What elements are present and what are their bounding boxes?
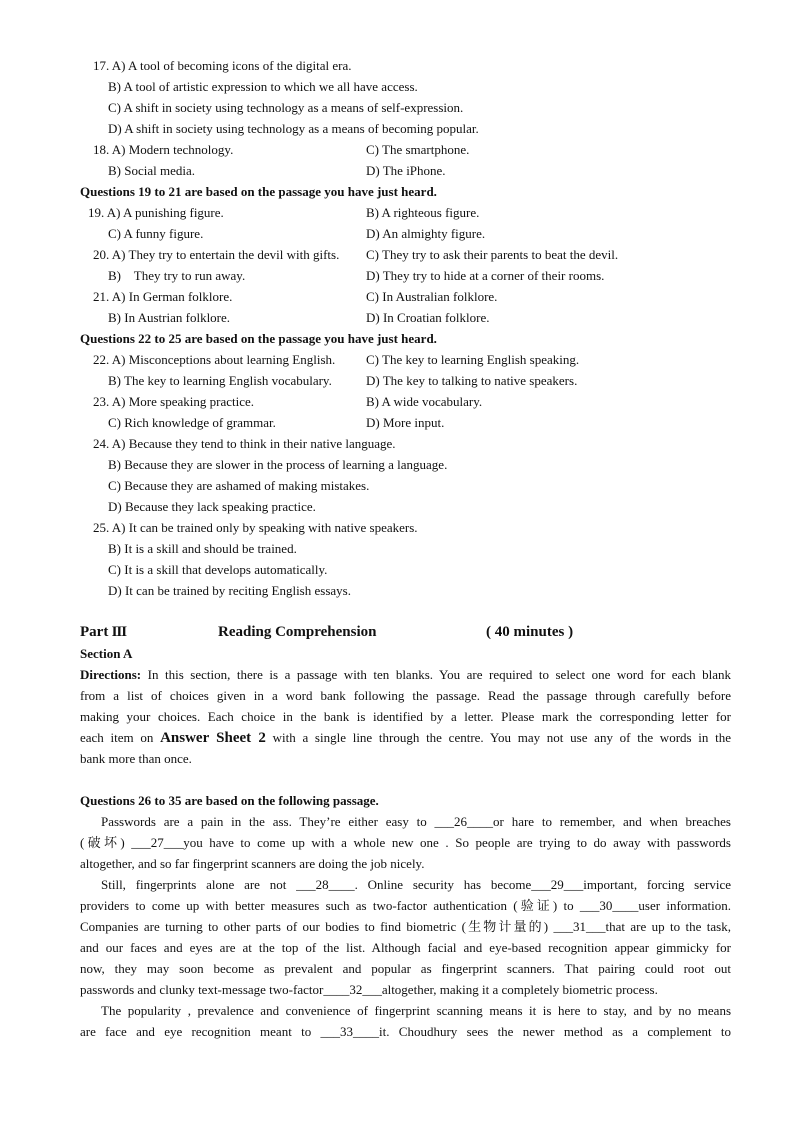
- q19-option-d: D) An almighty figure.: [366, 226, 486, 241]
- q22-option-a: 22. A) Misconceptions about learning English.: [93, 352, 336, 367]
- directions-line-3: making your choices. Each choice in the bank is identified by a letter. Please mark the corresponding letter for: [80, 709, 731, 724]
- q21-option-a: 21. A) In German folklore.: [93, 289, 233, 304]
- passage-line: The popularity , prevalence and convenience of fingerprint scanning means it is here to stay, and by no means: [101, 1003, 731, 1018]
- answer-sheet-label: Answer Sheet 2: [160, 730, 266, 746]
- q24-option-b: B) Because they are slower in the process of learning a language.: [108, 457, 448, 472]
- directions-label: Directions:: [80, 667, 142, 682]
- q24-option-c: C) Because they are ashamed of making mistakes.: [108, 478, 370, 493]
- q17-option-a: 17. A) A tool of becoming icons of the digital era.: [93, 58, 352, 73]
- passage-line: Companies are turning to other parts of our bodies to find biometric (生物计量的) ___31___that are up to the task,: [80, 919, 731, 934]
- q25-option-a: 25. A) It can be trained only by speaking with native speakers.: [93, 520, 418, 535]
- passage-heading: Questions 26 to 35 are based on the following passage.: [80, 793, 379, 808]
- q18-option-a: 18. A) Modern technology.: [93, 142, 234, 157]
- q21-option-d: D) In Croatian folklore.: [366, 310, 490, 325]
- passage-line: are face and eye recognition meant to ___33____it. Choudhury sees the newer method as a complement to: [80, 1024, 731, 1039]
- passage-line: Passwords are a pain in the ass. They’re either easy to ___26____or hare to remember, and when breaches: [101, 814, 731, 829]
- part-heading: [80, 622, 126, 642]
- q23-option-b: B) A wide vocabulary.: [366, 394, 483, 409]
- passage-line: passwords and clunky text-message two-factor____32___altogether, making it a completely biometric process.: [80, 982, 658, 997]
- q19-option-b: B) A righteous figure.: [366, 205, 480, 220]
- q20-option-c: C) They try to ask their parents to beat the devil.: [366, 247, 619, 262]
- section-label: Section A: [80, 646, 133, 661]
- q25-option-b: B) It is a skill and should be trained.: [108, 541, 297, 556]
- q23-option-c: C) Rich knowledge of grammar.: [108, 415, 276, 430]
- passage-line: now, they may soon become as prevalent and popular as fingerprint scanners. That pairing could root out: [80, 961, 731, 976]
- q17-option-d: D) A shift in society using technology as a means of becoming popular.: [108, 121, 479, 136]
- q25-option-d: D) It can be trained by reciting English essays.: [108, 583, 351, 598]
- q18-option-b: B) Social media.: [108, 163, 196, 178]
- q17-option-b: B) A tool of artistic expression to which we all have access.: [108, 79, 418, 94]
- passage-line: altogether, and so far fingerprint scanners are doing the job nicely.: [80, 856, 425, 871]
- q20-option-a: 20. A) They try to entertain the devil with gifts.: [93, 247, 340, 262]
- q20-option-b: B) They try to run away.: [108, 268, 246, 283]
- q24-option-a: 24. A) Because they tend to think in their native language.: [93, 436, 396, 451]
- q23-option-a: 23. A) More speaking practice.: [93, 394, 255, 409]
- q19-option-a: 19. A) A punishing figure.: [88, 205, 224, 220]
- q17-option-c: C) A shift in society using technology as a means of self-expression.: [108, 100, 464, 115]
- q22-option-b: B) The key to learning English vocabulary.: [108, 373, 332, 388]
- q22-option-d: D) The key to talking to native speakers.: [366, 373, 578, 388]
- q19-option-c: C) A funny figure.: [108, 226, 204, 241]
- passage-line: providers to come up with better measures such as two-factor authentication (验证) to ___30____user information.: [80, 898, 731, 913]
- q23-option-d: D) More input.: [366, 415, 445, 430]
- passage-line: Still, fingerprints alone are not ___28____. Online security has become___29___important, forcing service: [101, 877, 731, 892]
- directions-line-4: each item on Answer Sheet 2 with a single line through the centre. You may not use any of the words in the: [80, 730, 732, 746]
- q24-option-d: D) Because they lack speaking practice.: [108, 499, 316, 514]
- passage-line: (破坏) ___27___you have to come up with a whole new one . So people are trying to do away with passwords: [80, 835, 731, 850]
- q21-option-c: C) In Australian folklore.: [366, 289, 498, 304]
- q18-option-d: D) The iPhone.: [366, 163, 446, 178]
- directions-line-2: from a list of choices given in a word bank following the passage. Read the passage through carefully before: [80, 688, 731, 703]
- questions-19-21-heading: Questions 19 to 21 are based on the passage you have just heard.: [80, 184, 437, 199]
- questions-22-25-heading: Questions 22 to 25 are based on the passage you have just heard.: [80, 331, 437, 346]
- part-label: Part: [80, 624, 109, 640]
- part-numeral: III: [111, 624, 127, 640]
- directions-line-5: bank more than once.: [80, 751, 192, 766]
- q21-option-b: B) In Austrian folklore.: [108, 310, 231, 325]
- part-time: ( 40 minutes ): [486, 624, 574, 640]
- q25-option-c: C) It is a skill that develops automatically.: [108, 562, 328, 577]
- q20-option-d: D) They try to hide at a corner of their rooms.: [366, 268, 605, 283]
- part-title: Reading Comprehension: [218, 624, 377, 640]
- directions-line-1: Directions: In this section, there is a passage with ten blanks. You are required to select one word for each blank: [80, 667, 731, 682]
- passage-line: and our faces and eyes are at the top of the list. Although facial and eye-based recognition appear gimmicky for: [80, 940, 731, 955]
- q22-option-c: C) The key to learning English speaking.: [366, 352, 580, 367]
- q18-option-c: C) The smartphone.: [366, 142, 470, 157]
